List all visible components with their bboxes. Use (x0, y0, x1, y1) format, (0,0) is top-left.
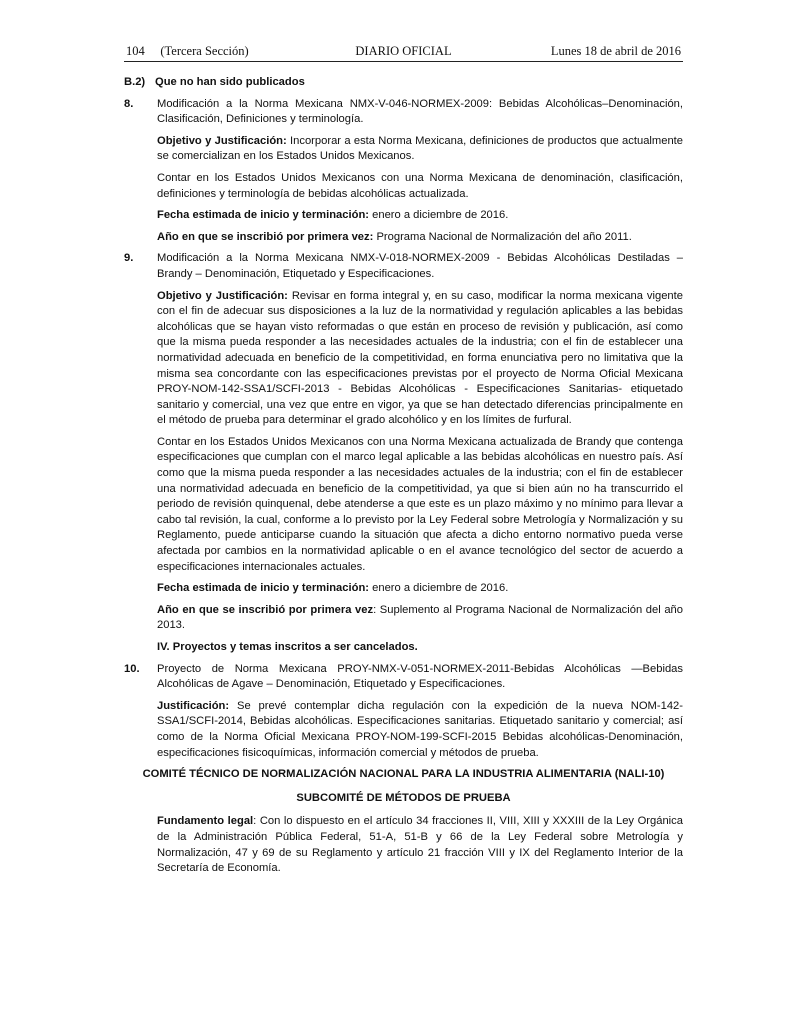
justificacion-paragraph (157, 699, 683, 761)
anio-text: Programa Nacional de Normalización del año 2011. (373, 230, 632, 243)
item-number: 10. (124, 662, 140, 675)
fecha-paragraph (157, 208, 683, 224)
objetivo-text: Revisar en forma integral y, en su caso, modificar la norma mexicana vigente con el fin de adecuar sus disposiciones a la luz de la normatividad y regulación aplicables a las bebidas alcohólicas que se hayan visto reformadas o que están en proceso de revisión y publicación, así como que la misma pueda responder a las necesidades actuales de la industria; con el fin de establecer una normatividad adecuada en beneficio de la competitividad, en forma enunciativa pero no limitativa que la misma sea concordante con las especificaciones previstas por el proyecto de Norma Oficial Mexicana PROY-NOM-142-SSA1/SCFI-2013 - Bebidas Alcohólicas - Especificaciones Sanitarias- etiquetado sanitario y comercial, una vez que entre en vigor, ya que se han detectado diferencias principalmente en el método de prueba para determinar el grado alcohólico y en los límites de furfural. (157, 289, 683, 427)
anio-text: : Suplemento al Programa Nacional de Normalización del año 2013. (157, 603, 683, 632)
justificacion-text: Se prevé contemplar dicha regulación con la expedición de la nueva NOM-142-SSA1/SCFI-2014, Bebidas alcohólicas. Especificaciones sanitarias. Etiquetado sanitario y comercial; así como de la Norma Oficial Mexicana PROY-NOM-199-SCFI-2015 Bebidas alcohólicas-Denominación, especificaciones fisicoquímicas, información comercial y métodos de prueba. (157, 699, 683, 759)
committee-heading: COMITÉ TÉCNICO DE NORMALIZACIÓN NACIONAL PARA LA INDUSTRIA ALIMENTARIA (NALI-10) (142, 768, 665, 781)
fecha-paragraph (157, 581, 683, 597)
anio-paragraph (157, 230, 683, 246)
objetivo-paragraph (157, 134, 683, 165)
fundamento-label: Fundamento legal (157, 815, 254, 828)
list-item-9 (124, 251, 683, 282)
item-title: Modificación a la Norma Mexicana NMX-V-018-NORMEX-2009 - Bebidas Alcohólicas Destiladas – Brandy – Denominación, Etiquetado y Especificaciones. (157, 252, 683, 280)
fundamento-paragraph (157, 814, 683, 876)
anio-label: Año en que se inscribió por primera vez (157, 603, 374, 616)
justificacion-label: Justificación: (157, 699, 230, 712)
section-b2 (124, 75, 683, 91)
objetivo-text: Incorporar a esta Norma Mexicana, definiciones de productos que actualmente se comercializan en los Estados Unidos Mexicanos. (157, 134, 683, 163)
fecha-text: enero a diciembre de 2016. (369, 209, 509, 222)
contar-paragraph: Contar en los Estados Unidos Mexicanos con una Norma Mexicana de denominación, clasificación, definiciones y terminología de bebidas alcohólicas actualizada. (157, 171, 683, 200)
section-iv-heading: IV. Proyectos y temas inscritos a ser cancelados. (157, 641, 418, 653)
fecha-text: enero a diciembre de 2016. (369, 582, 509, 595)
fecha-label: Fecha estimada de inicio y terminación: (157, 209, 370, 222)
page-number-section: 104 (Tercera Sección) (126, 44, 249, 58)
anio-label: Año en que se inscribió por primera vez: (157, 230, 374, 243)
subcommittee-heading: SUBCOMITÉ DE MÉTODOS DE PRUEBA (296, 791, 511, 804)
fundamento-text: : Con lo dispuesto en el artículo 34 fracciones II, VIII, XIII y XXXIII de la Ley Orgánica de la Administración Pública Federal, 51-A, 51-B y 66 de la Ley Federal sobre Metrología y Normalización, 47 y 69 de su Reglamento y artículo 21 fracción VIII y IX del Reglamento Interior de la Secretaría de Economía. (157, 815, 683, 875)
item-title: Proyecto de Norma Mexicana PROY-NMX-V-051-NORMEX-2011-Bebidas Alcohólicas —Bebidas Alcohólicas de Agave – Denominación, Etiquetado y Especificaciones. (157, 662, 683, 691)
publication-date: Lunes 18 de abril de 2016 (550, 44, 681, 58)
fecha-label: Fecha estimada de inicio y terminación: (157, 582, 370, 595)
list-item-10 (124, 662, 683, 693)
publication-title: DIARIO OFICIAL (355, 44, 452, 58)
item-number: 8. (124, 97, 134, 110)
objetivo-label: Objetivo y Justificación: (157, 289, 288, 302)
objetivo-paragraph (157, 289, 683, 429)
item-number: 9. (124, 252, 134, 265)
item-title: Modificación a la Norma Mexicana NMX-V-046-NORMEX-2009: Bebidas Alcohólicas–Denominación, Clasificación, Definiciones y terminología. (157, 97, 683, 126)
list-item-8 (124, 97, 683, 128)
anio-paragraph (157, 603, 683, 634)
page-header (124, 43, 683, 62)
objetivo-label: Objetivo y Justificación: (157, 134, 287, 147)
document-body (124, 75, 683, 883)
contar-paragraph: Contar en los Estados Unidos Mexicanos con una Norma Mexicana actualizada de Brandy que contenga especificaciones que cumplan con el marco legal aplicable a las bebidas alcohólicas en nuestro país. Así como que la misma pueda responder a las necesidades actuales de la industria; con el fin de establecer una normatividad adecuada en beneficio de la competitividad, ya que si bien aún no ha transcurrido el periodo de revisión quinquenal, debe atenderse a que este es un plazo máximo y no mínimo para llevar a cabo tal revisión, la cual, conforme a lo previsto por la Ley Federal sobre Metrología y Normalización y su Reglamento, puede anticiparse cuando la situación que afecta a dicho entorno normativo pueda verse afectada por cambios en la normatividad aplicable o en el avance tecnológico del sector de acuerdo a especificaciones internacionales actuales. (157, 435, 683, 573)
section-label: B.2) (124, 76, 146, 88)
section-title: Que no han sido publicados (155, 76, 305, 88)
